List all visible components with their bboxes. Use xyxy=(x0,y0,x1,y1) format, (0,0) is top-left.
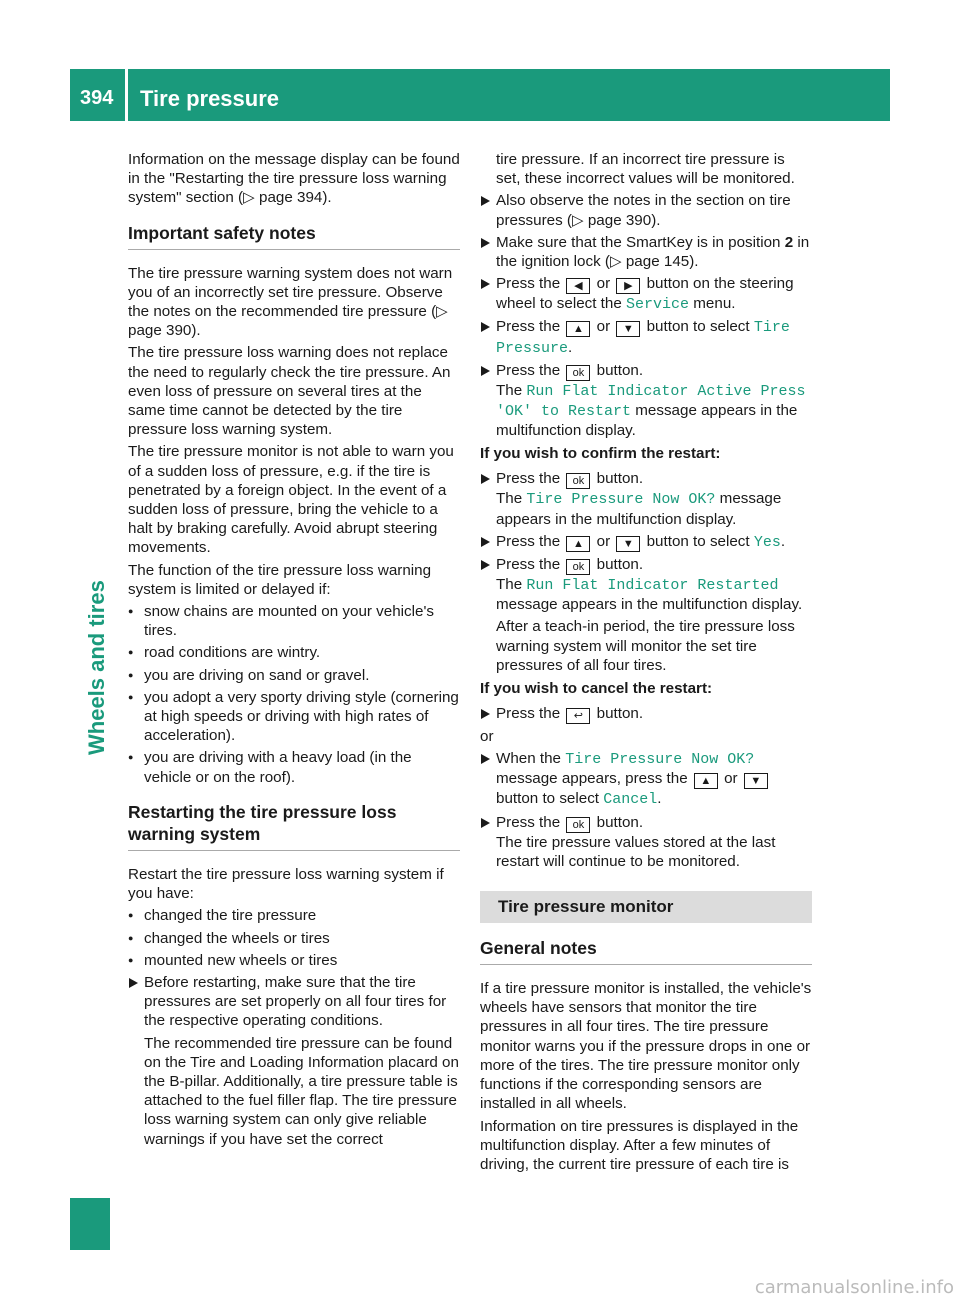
list-item: ● changed the wheels or tires xyxy=(128,929,460,948)
left-arrow-key-icon: ◀ xyxy=(566,278,590,294)
step-press-back: Press the ↩ button. xyxy=(480,704,812,724)
display-tire-pressure-now-ok: Tire Pressure Now OK? xyxy=(526,491,716,509)
intro-paragraph: Information on the message display can be found in the "Restarting the tire pressure loss warning system" section (▷ page 394). xyxy=(128,151,460,207)
display-yes: Yes xyxy=(753,533,781,551)
list-item: ● snow chains are mounted on your vehicle's tires. xyxy=(128,602,460,640)
position-number: 2 xyxy=(784,233,794,251)
general-paragraph-2: Information on tire pressures is displayed in the multifunction display. After a few minutes of driving, the current tire pressure of each tire is xyxy=(480,1117,799,1173)
back-key-icon: ↩ xyxy=(566,708,590,724)
heading-confirm-restart: If you wish to confirm the restart: xyxy=(480,445,721,463)
step-press-ok-3: Press the ok button. The Run Flat Indicator Restarted message appears in the multifunction display. xyxy=(480,555,812,614)
down-arrow-key-icon: ▼ xyxy=(616,536,640,552)
step-select-yes: Press the ▲ or ▼ button to select Yes. xyxy=(480,532,812,552)
down-arrow-key-icon: ▼ xyxy=(616,321,640,337)
step-press-ok-1: Press the ok button. The Run Flat Indicator Active Press 'OK' to Restart message appears in the multifunction display. xyxy=(480,361,812,441)
step-before-restart: Before restarting, make sure that the tire pressures are set properly on all four tires for the respective operating conditions. xyxy=(128,973,460,1031)
right-arrow-key-icon: ▶ xyxy=(616,278,640,294)
ok-key-icon: ok xyxy=(566,473,590,489)
ok-key-icon: ok xyxy=(566,559,590,575)
display-service: Service xyxy=(626,296,690,314)
or-separator: or xyxy=(480,728,494,746)
side-section-label: Wheels and tires xyxy=(84,580,109,755)
list-item: ● you are driving on sand or gravel. xyxy=(128,666,460,685)
display-restarted: Run Flat Indicator Restarted xyxy=(526,577,779,595)
up-arrow-key-icon: ▲ xyxy=(694,773,718,789)
list-item: ● you adopt a very sporty driving style (cornering at high speeds or driving with high rates of acceleration). xyxy=(128,688,460,746)
step-note: The recommended tire pressure can be found on the Tire and Loading Information placard on the B-pillar. Additionally, a tire pressure table is attached to the fuel filler flap. The tire pressure loss warning system can only give reliable warnings if you have set the correct xyxy=(144,1034,459,1148)
step-select-tire-pressure: Press the ▲ or ▼ button to select Tire Pressure. xyxy=(480,317,812,357)
ok-key-icon: ok xyxy=(566,817,590,833)
continued-text: tire pressure. If an incorrect tire pressure is set, these incorrect values will be monitored. xyxy=(496,151,795,188)
step-select-cancel: When the Tire Pressure Now OK? message appears, press the ▲ or ▼ button to select Cancel. xyxy=(480,749,812,809)
heading-restarting: Restarting the tire pressure loss warning system xyxy=(128,801,460,851)
header-divider xyxy=(125,69,128,121)
teach-in-note: After a teach-in period, the tire pressure loss warning system will monitor the set tire pressures of all four tires. xyxy=(496,618,795,674)
step-smartkey: Make sure that the SmartKey is in position 2 in the ignition lock (▷ page 145). xyxy=(480,233,812,271)
step-select-service: Press the ◀ or ▶ button on the steering wheel to select the Service menu. xyxy=(480,274,812,314)
up-arrow-key-icon: ▲ xyxy=(566,536,590,552)
list-item: ● mounted new wheels or tires xyxy=(128,951,460,970)
safety-paragraph-2: The tire pressure loss warning does not replace the need to regularly check the tire pressure. An even loss of pressure on several tires at the same time cannot be detected by the tire pressure loss warning system. xyxy=(128,344,451,439)
ok-key-icon: ok xyxy=(566,365,590,381)
heading-general-notes: General notes xyxy=(480,937,812,965)
list-item: ● road conditions are wintry. xyxy=(128,643,460,662)
list-item: ● you are driving with a heavy load (in the vehicle or on the roof). xyxy=(128,748,460,786)
up-arrow-key-icon: ▲ xyxy=(566,321,590,337)
restart-paragraph: Restart the tire pressure loss warning system if you have: xyxy=(128,865,444,903)
watermark: carmanualsonline.info xyxy=(754,1277,954,1298)
general-paragraph-1: If a tire pressure monitor is installed, the vehicle's wheels have sensors that monitor the tire pressures in all four tires. The tire pressure monitor warns you if the pressure drops in one or more of the tires. The tire pressure monitor only functions if the corresponding sensors are installed in all wheels. xyxy=(480,980,812,1113)
step-press-ok-4: Press the ok button. The tire pressure values stored at the last restart will continue to be monitored. xyxy=(480,813,812,871)
step-observe-notes: Also observe the notes in the section on tire pressures (▷ page 390). xyxy=(480,191,812,229)
down-arrow-key-icon: ▼ xyxy=(744,773,768,789)
page-title: Tire pressure xyxy=(140,86,280,111)
list-item: ● changed the tire pressure xyxy=(128,906,460,925)
left-column xyxy=(128,150,460,1152)
display-ok-to-restart: 'OK' to Restart xyxy=(496,403,632,421)
section-box-heading: Tire pressure monitor xyxy=(480,891,812,923)
safety-paragraph-4: The function of the tire pressure loss warning system is limited or delayed if: xyxy=(128,561,432,598)
side-tab-marker xyxy=(70,1198,110,1250)
step-press-ok-2: Press the ok button. The Tire Pressure Now OK? message appears in the multifunction display. xyxy=(480,469,812,528)
display-tire-pressure-now-ok: Tire Pressure Now OK? xyxy=(565,751,755,769)
safety-paragraph-1: The tire pressure warning system does not warn you of an incorrectly set tire pressure. Observe the notes on the recommended tire pressure (▷ page 390). xyxy=(128,264,453,340)
page-number: 394 xyxy=(80,87,114,109)
heading-safety-notes: Important safety notes xyxy=(128,222,460,250)
safety-paragraph-3: The tire pressure monitor is not able to warn you of a sudden loss of pressure, e.g. if the tire is penetrated by a foreign object. In the event of a sudden loss of pressure, bring the vehicle to a halt by braking carefully. Avoid abrupt steering movements. xyxy=(128,443,454,557)
display-tire-pressure: Tire Pressure xyxy=(496,319,790,357)
heading-cancel-restart: If you wish to cancel the restart: xyxy=(480,680,713,698)
display-cancel: Cancel xyxy=(603,791,658,809)
right-column xyxy=(480,150,812,1177)
display-run-flat-active: Run Flat Indicator Active Press xyxy=(526,382,806,400)
